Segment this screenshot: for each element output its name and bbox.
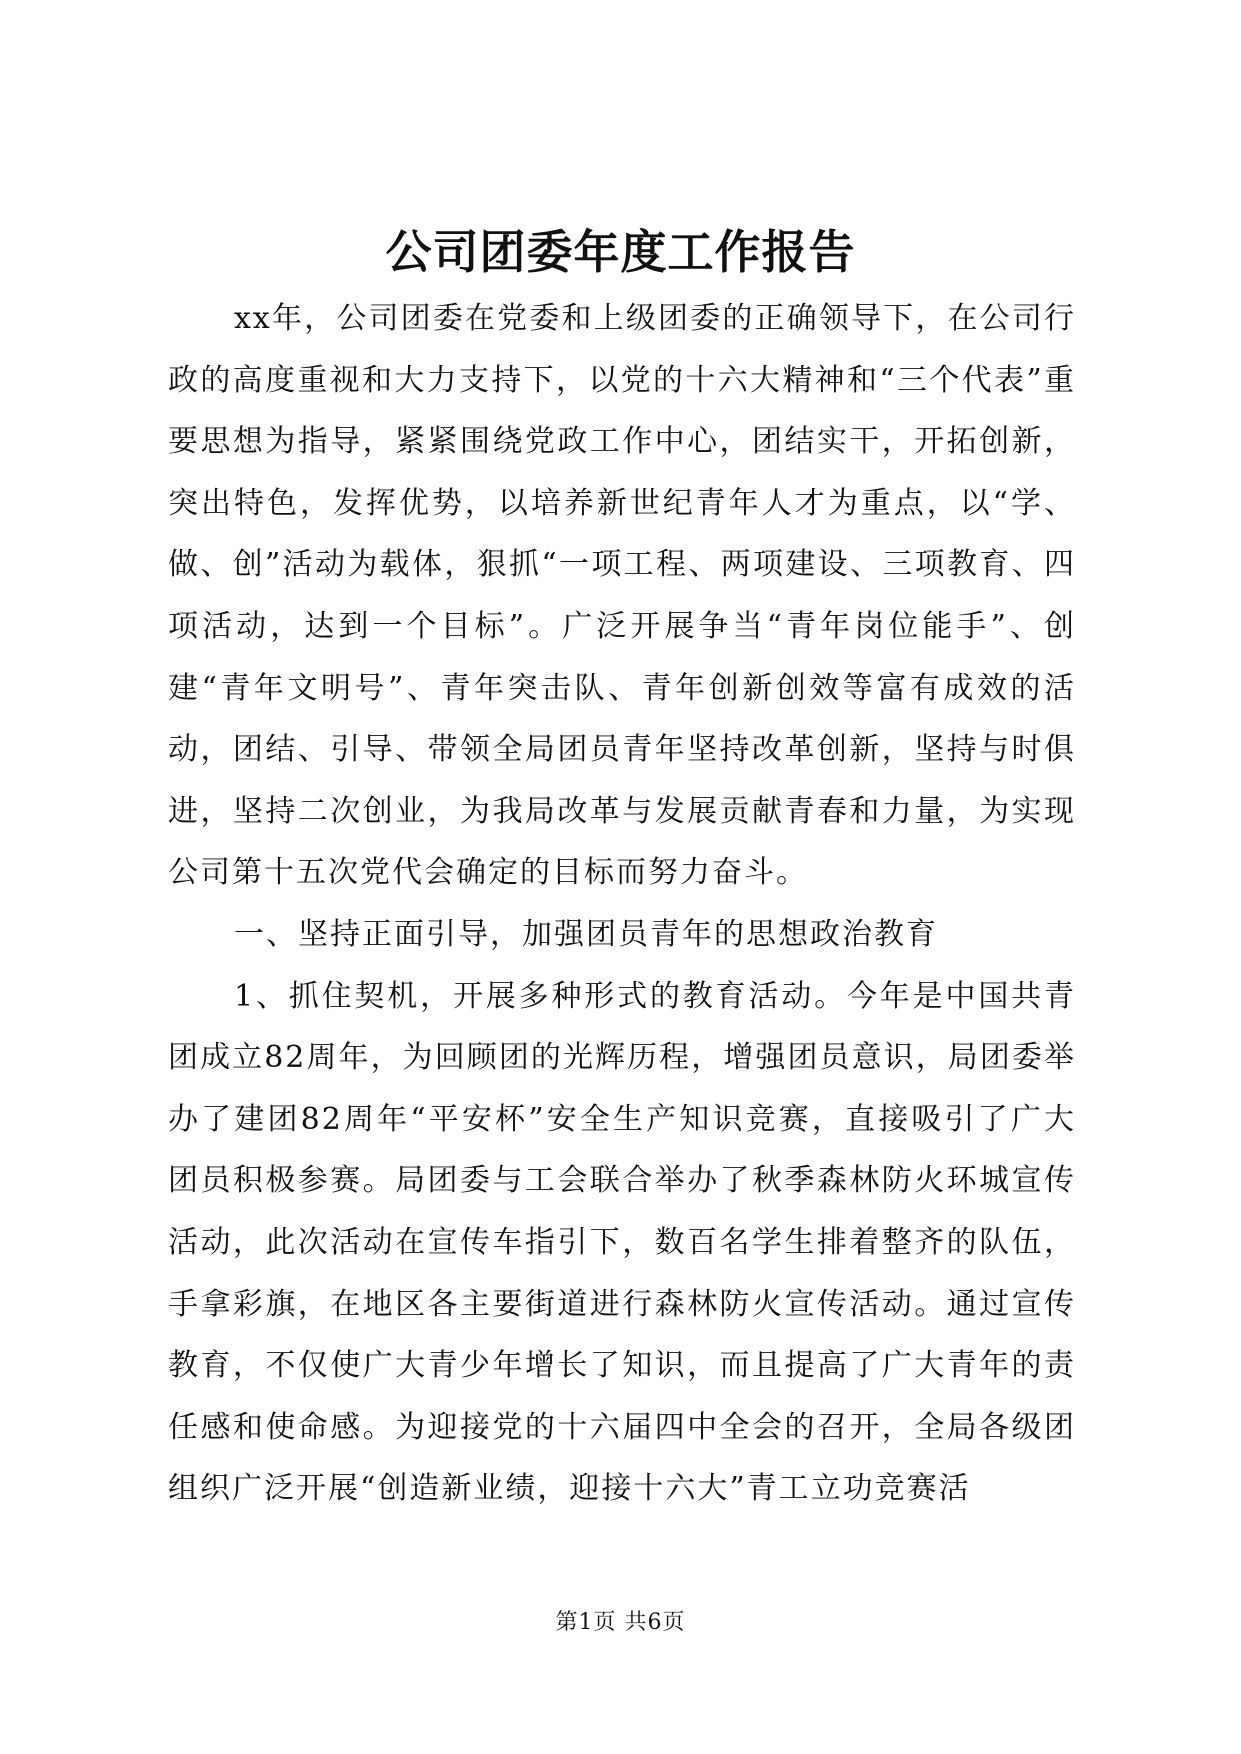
intro-paragraph: xx年，公司团委在党委和上级团委的正确领导下，在公司行政的高度重视和大力支持下，以党的十六大精神和“三个代表”重要思想为指导，紧紧围绕党政工作中心，团结实干，开拓创新，突出特色，发挥优势，以培养新世纪青年人才为重点，以“学、做、创”活动为载体，狠抓“一项工程、两项建设、三项教育、四项活动，达到一个目标”。广泛开展争当“青年岗位能手”、创建“青年文明号”、青年突击队、青年创新创效等富有成效的活动，团结、引导、带领全局团员青年坚持改革创新，坚持与时俱进，坚持二次创业，为我局改革与发展贡献青春和力量，为实现公司第十五次党代会确定的目标而努力奋斗。: [168, 301, 1076, 891]
page-footer: 第1页 共6页: [555, 1610, 686, 1635]
document-title: 公司团委年度工作报告: [385, 225, 856, 279]
section-heading-1: 一、坚持正面引导，加强团员青年的思想政治教育: [234, 916, 938, 952]
subsection-paragraph-1: 1、抓住契机，开展多种形式的教育活动。今年是中国共青团成立82周年，为回顾团的光辉历程，增强团员意识，局团委举办了建团82周年“平安杯”安全生产知识竞赛，直接吸引了广大团员积极参赛。局团委与工会联合举办了秋季森林防火环城宣传活动，此次活动在宣传车指引下，数百名学生排着整齐的队伍，手拿彩旗，在地区各主要街道进行森林防火宣传活动。通过宣传教育，不仅使广大青少年增长了知识，而且提高了广大青年的责任感和使命感。为迎接党的十六届四中全会的召开，全局各级团组织广泛开展“创造新业绩，迎接十六大”青工立功竞赛活: [168, 978, 1076, 1507]
document-body: [168, 288, 1076, 1520]
